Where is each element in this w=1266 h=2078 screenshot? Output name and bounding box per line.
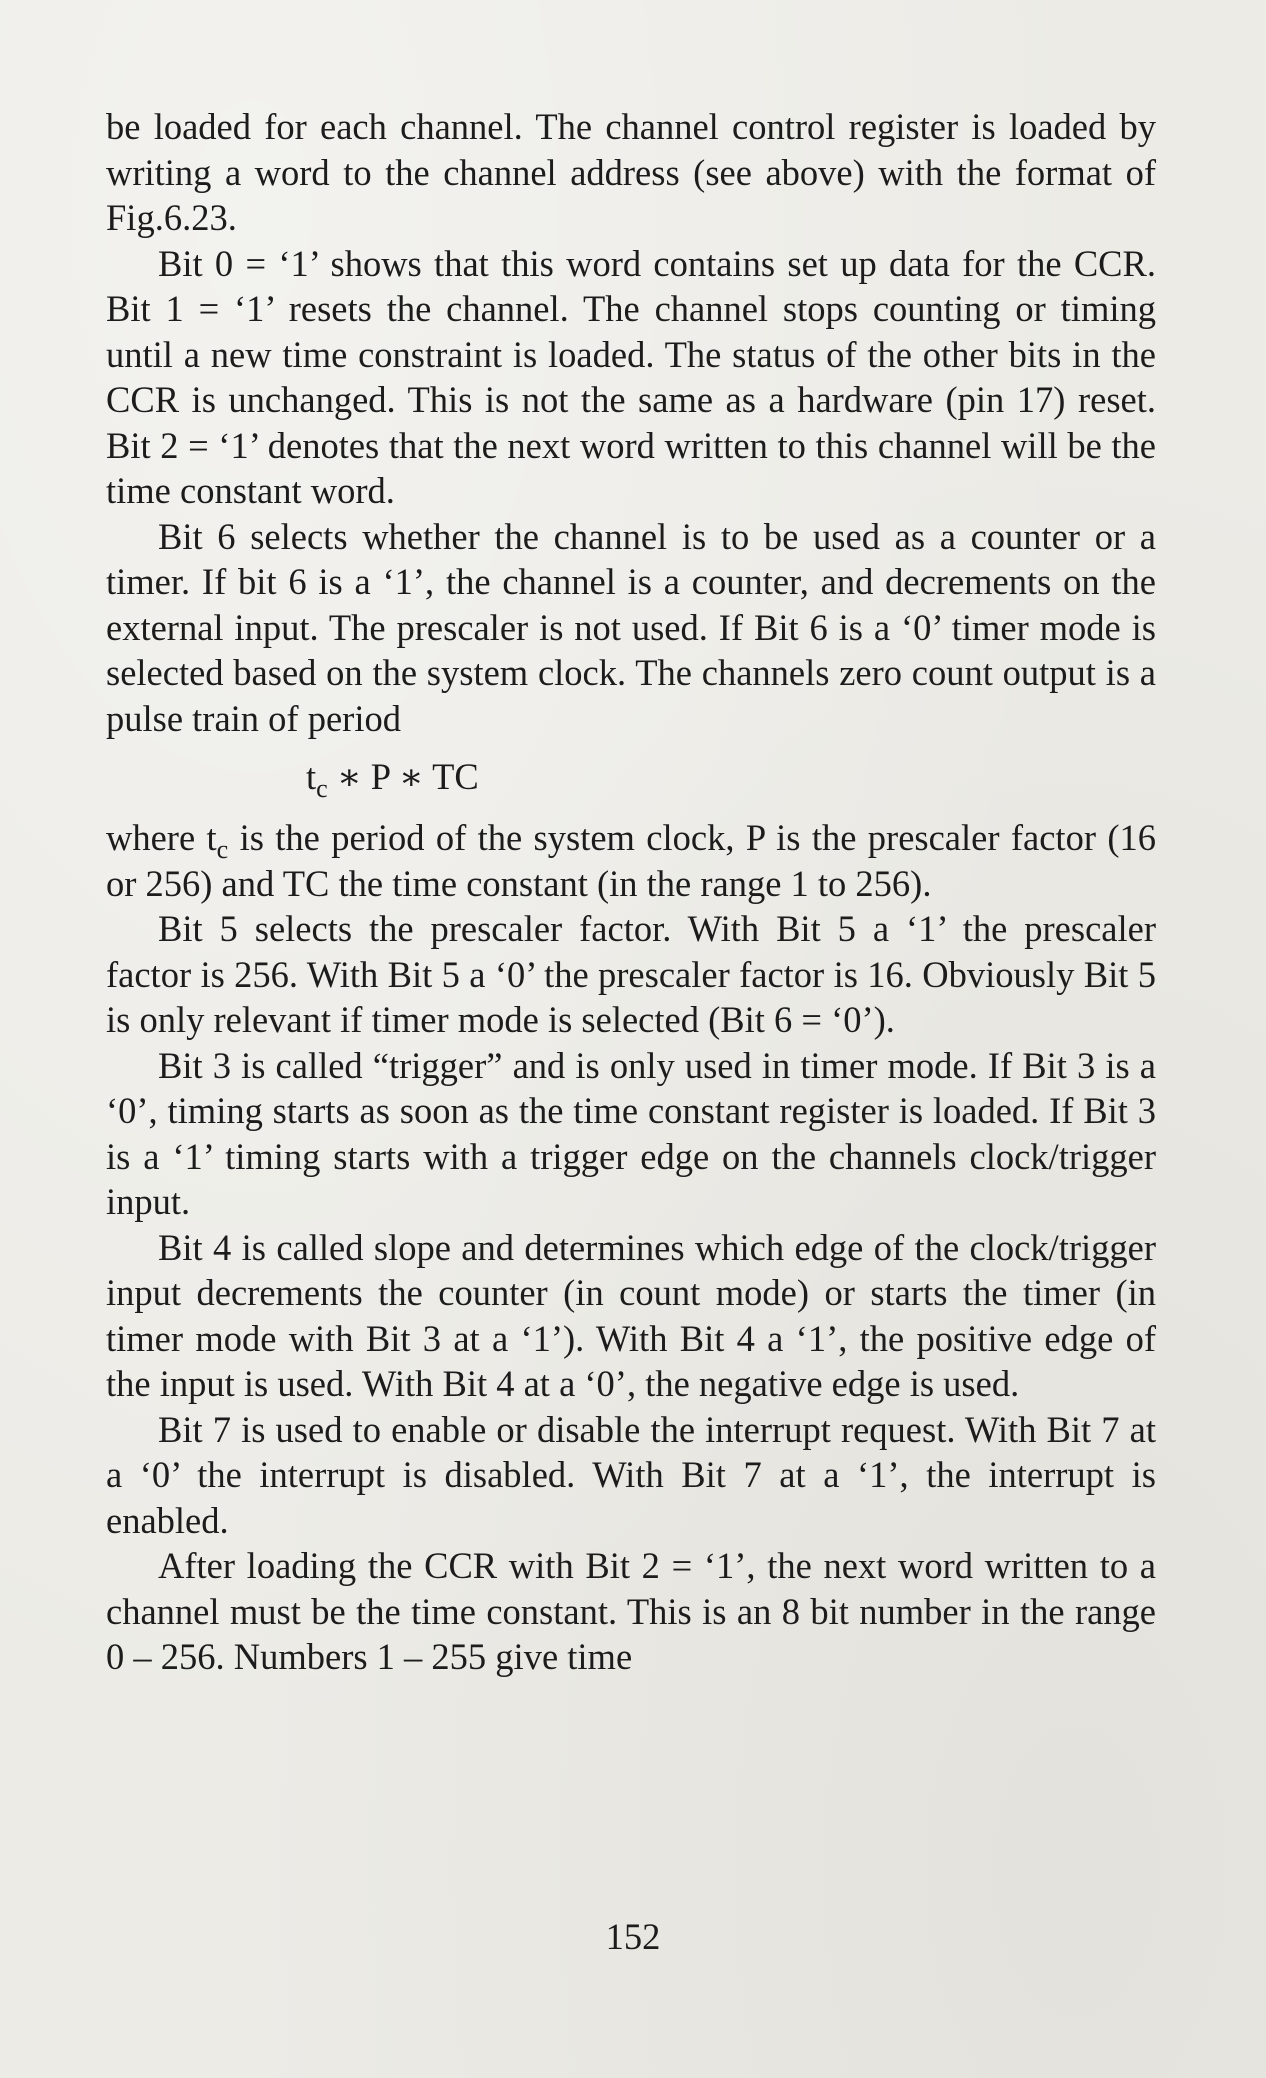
paragraph-1: be loaded for each channel. The channel control register is loaded by writing a word to the channel address (see above) with the format of Fig.6.23. xyxy=(106,106,1156,238)
paragraph-3: Bit 6 selects whether the channel is to be used as a counter or a timer. If bit 6 is a ‘1’, the channel is a counter, and decrements on the external input. The prescaler is not used. If Bit 6 is a ‘0’ timer mode is selected based on the system clock. The channels zero count output is a pulse train of period xyxy=(106,515,1156,739)
formula-subscript: c xyxy=(316,774,328,803)
formula-base: t xyxy=(306,756,317,797)
paragraph-4 xyxy=(106,815,1156,906)
formula-rest: ∗ P ∗ TC xyxy=(327,756,479,797)
paragraph-8: Bit 7 is used to enable or disable the interrupt request. With Bit 7 at a ‘0’ the interrupt is disabled. With Bit 7 at a ‘1’, the interrupt is enabled. xyxy=(106,1408,1156,1541)
paragraph-5: Bit 5 selects the prescaler factor. With Bit 5 a ‘1’ the prescaler factor is 256. With Bit 5 a ‘0’ the prescaler factor is 16. Obviously Bit 5 is only relevant if timer mode is selected (Bit 6 = ‘0’). xyxy=(106,908,1156,1040)
page-body xyxy=(106,104,1156,1680)
paragraph-6: Bit 3 is called “trigger” and is only used in timer mode. If Bit 3 is a ‘0’, timing starts as soon as the time constant register is loaded. If Bit 3 is a ‘1’ timing starts with a trigger edge on the channels clock/trigger input. xyxy=(106,1044,1156,1222)
paragraph-4-rest: is the period of the system clock, P is the prescaler factor (16 or 256) and TC the time constant (in the range 1 to 256). xyxy=(106,817,1156,904)
paragraph-7: Bit 4 is called slope and determines which edge of the clock/trigger input decrements the counter (in count mode) or starts the timer (in timer mode with Bit 3 at a ‘1’). With Bit 4 a ‘1’, the positive edge of the input is used. With Bit 4 at a ‘0’, the negative edge is used. xyxy=(106,1226,1156,1404)
paragraph-9: After loading the CCR with Bit 2 = ‘1’, the next word written to a channel must be the time constant. This is an 8 bit number in the range 0 – 256. Numbers 1 – 255 give time xyxy=(106,1545,1156,1677)
paragraph-2: Bit 0 = ‘1’ shows that this word contains set up data for the CCR. Bit 1 = ‘1’ resets the channel. The channel stops counting or timing until a new time constraint is loaded. The status of the other bits in the CCR is unchanged. This is not the same as a hardware (pin 17) reset. Bit 2 = ‘1’ denotes that the next word written to this channel will be the time constant word. xyxy=(106,242,1156,511)
paragraph-4-subscript: c xyxy=(216,835,229,864)
page-number: 152 xyxy=(605,1916,661,1957)
formula xyxy=(306,749,1156,805)
paragraph-4-start: where t xyxy=(106,817,217,858)
